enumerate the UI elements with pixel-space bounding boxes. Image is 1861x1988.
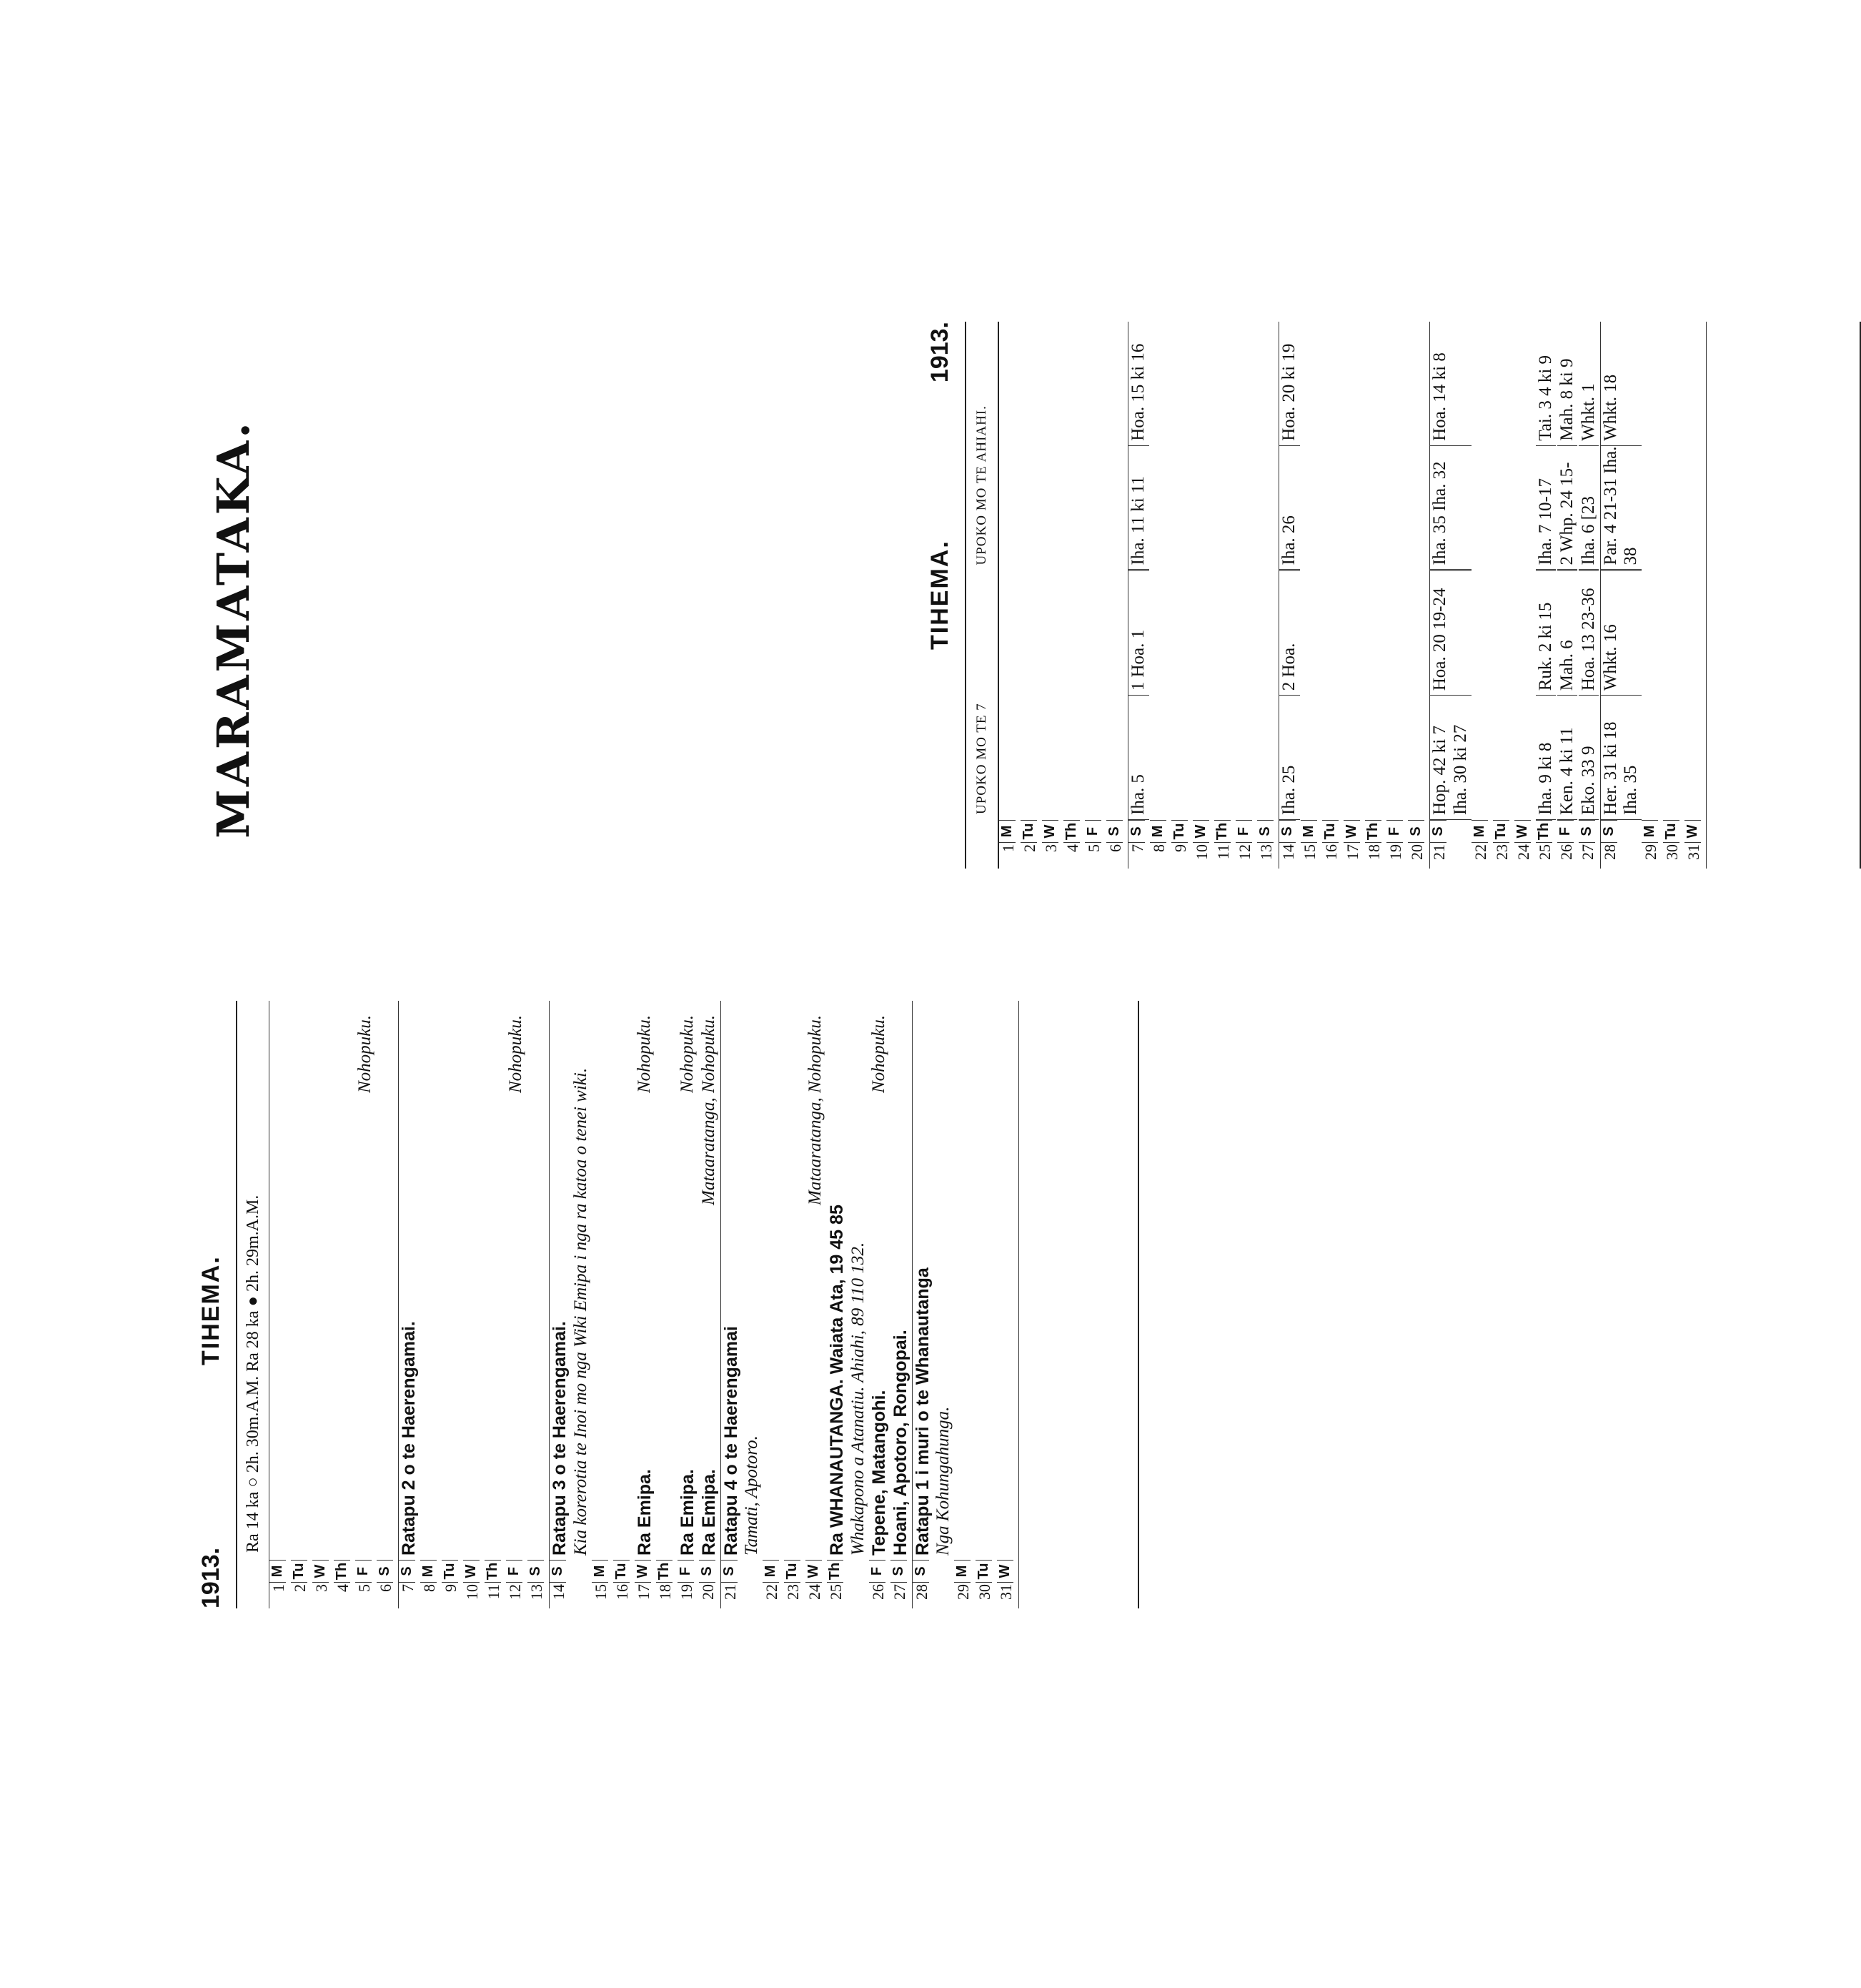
lesson-row xyxy=(1063,322,1085,869)
weekday-letter: Th xyxy=(827,1560,843,1583)
lesson-evening-2: Whkt. 18 xyxy=(1601,322,1642,446)
day-number: 8 xyxy=(420,1584,438,1592)
lesson-row xyxy=(1579,322,1600,869)
column-header xyxy=(966,322,999,869)
lesson-evening-1: Iha. 26 xyxy=(1279,446,1300,572)
weekday-letter: F xyxy=(1085,820,1101,843)
lesson-evening-1: Iha. 11 ki 11 xyxy=(1128,446,1149,572)
day-number: 7 xyxy=(1128,844,1146,852)
year-label: 1913. xyxy=(197,1547,224,1608)
calendar-row xyxy=(377,1001,398,1608)
day-number: 22 xyxy=(763,1584,780,1600)
day-number: 20 xyxy=(698,1584,717,1600)
lesson-morning-2: Hoa. 13 23-36 xyxy=(1579,572,1599,696)
weekday-letter: W xyxy=(312,1560,329,1583)
weekday-letter: Th xyxy=(1536,820,1552,843)
lesson-row xyxy=(1322,322,1344,869)
calendar-row xyxy=(291,1001,312,1608)
weekday-letter: S xyxy=(1601,820,1617,843)
day-number: 23 xyxy=(1492,844,1511,860)
day-number: 29 xyxy=(954,1584,972,1600)
lesson-row xyxy=(1257,322,1279,869)
weekday-letter: S xyxy=(377,1560,393,1583)
day-entry xyxy=(827,1001,869,1560)
week-block xyxy=(269,1001,399,1608)
weekday-letter: M xyxy=(420,1560,437,1583)
day-number: 15 xyxy=(1301,844,1319,860)
day-number: 24 xyxy=(805,1584,823,1600)
day-note: Nohopuku. xyxy=(868,1015,888,1094)
day-number: 15 xyxy=(591,1584,610,1600)
lesson-evening-1: Iha. 7 10-17 xyxy=(1536,446,1557,572)
weekday-letter: Tu xyxy=(442,1560,458,1583)
weekday-letter: Tu xyxy=(976,1560,992,1583)
day-number: 14 xyxy=(550,1584,567,1600)
day-subtitle: Whakapono a Atanatiu. Ahiahi, 89 110 132. xyxy=(848,1242,868,1556)
weekday-letter: M xyxy=(1301,820,1317,843)
lesson-evening-1: 2 Whp. 24 15- xyxy=(1557,446,1578,572)
day-title: Tepene, Matangohi. xyxy=(868,1390,889,1556)
calendar-row xyxy=(699,1001,720,1608)
weekday-letter: Tu xyxy=(784,1560,800,1583)
day-number: 9 xyxy=(442,1584,460,1592)
day-number: 25 xyxy=(1535,844,1554,860)
week-block xyxy=(1430,322,1601,869)
day-number: 5 xyxy=(1085,844,1103,852)
lesson-row xyxy=(1214,322,1236,869)
day-number: 3 xyxy=(1042,844,1060,852)
calendar-table-left xyxy=(197,1001,1139,1608)
calendar-row xyxy=(613,1001,635,1608)
day-number: 13 xyxy=(527,1584,545,1600)
day-number: 24 xyxy=(1514,844,1532,860)
day-number: 18 xyxy=(655,1584,674,1600)
calendar-row xyxy=(592,1001,613,1608)
weekday-letter: W xyxy=(1684,820,1701,843)
day-subtitle: Nga Kohungahunga. xyxy=(933,1406,953,1556)
lesson-row xyxy=(1663,322,1684,869)
day-number: 27 xyxy=(890,1584,908,1600)
day-note: Nohopuku. xyxy=(677,1015,697,1094)
day-number: 11 xyxy=(1214,844,1232,860)
lesson-evening-2: Hoa. 15 ki 16 xyxy=(1128,322,1149,446)
day-number: 1 xyxy=(269,1584,287,1592)
weekday-letter: S xyxy=(1408,820,1424,843)
lesson-morning-2: 2 Hoa. xyxy=(1279,572,1300,696)
calendar-row xyxy=(527,1001,549,1608)
calendar-row xyxy=(485,1001,506,1608)
day-title: Ra Emipa. xyxy=(677,1469,698,1556)
day-number: 9 xyxy=(1171,844,1189,852)
lesson-morning-1: Ken. 4 ki 11 xyxy=(1557,696,1578,820)
lesson-row xyxy=(1279,322,1301,869)
calendar-row xyxy=(678,1001,699,1608)
calendar-row xyxy=(506,1001,527,1608)
calendar-row xyxy=(763,1001,784,1608)
calendar-row xyxy=(420,1001,442,1608)
lesson-morning-1: Iha. 5 xyxy=(1128,696,1149,820)
day-number: 5 xyxy=(355,1584,373,1592)
day-number: 4 xyxy=(1063,844,1081,852)
day-number: 6 xyxy=(377,1584,394,1592)
weekday-letter: M xyxy=(1642,820,1658,843)
head-evening: UPOKO MO TE AHIAHI. xyxy=(974,405,989,565)
day-number: 20 xyxy=(1408,844,1426,860)
day-number: 8 xyxy=(1150,844,1168,852)
weekday-letter: Tu xyxy=(1493,820,1509,843)
weekday-letter: F xyxy=(506,1560,522,1583)
weekday-letter: M xyxy=(592,1560,608,1583)
calendar-row xyxy=(334,1001,355,1608)
calendar-row xyxy=(312,1001,334,1608)
day-note: Mataaratanga, Nohopuku. xyxy=(805,1015,825,1205)
day-number: 27 xyxy=(1578,844,1597,860)
calendar-row xyxy=(442,1001,463,1608)
lesson-row xyxy=(1085,322,1106,869)
calendar-row xyxy=(827,1001,869,1608)
day-entry xyxy=(699,1001,720,1560)
day-number: 12 xyxy=(1236,844,1254,860)
day-entry xyxy=(678,1001,699,1560)
weekday-letter: F xyxy=(869,1560,885,1583)
lesson-morning-1: Iha. 9 ki 8 xyxy=(1536,696,1557,820)
weekday-letter: M xyxy=(1472,820,1488,843)
lesson-row xyxy=(1193,322,1214,869)
lesson-cells xyxy=(1557,322,1578,820)
day-number: 28 xyxy=(912,1584,930,1600)
lesson-cells xyxy=(1430,322,1472,820)
weekday-letter: S xyxy=(1106,820,1123,843)
lesson-row xyxy=(1021,322,1042,869)
weekday-letter: Th xyxy=(334,1560,350,1583)
day-subtitle: Tamati, Apotoro. xyxy=(742,1435,762,1556)
weekday-letter: S xyxy=(1279,820,1296,843)
weekday-letter: Tu xyxy=(1322,820,1339,843)
lesson-morning-1: Her. 31 ki 18 Iha. 35 xyxy=(1601,696,1642,820)
weekday-letter: Tu xyxy=(291,1560,307,1583)
month-label-right: TIHEMA. xyxy=(926,540,953,650)
week-block xyxy=(999,322,1128,869)
weekday-letter: Tu xyxy=(1663,820,1679,843)
day-title: Hoani, Apotoro, Rongopai. xyxy=(890,1330,910,1556)
left-rows xyxy=(269,1001,1019,1608)
weekday-letter: S xyxy=(1430,820,1446,843)
weekday-letter: S xyxy=(699,1560,715,1583)
lesson-evening-2: Hoa. 20 ki 19 xyxy=(1279,322,1300,446)
calendar-row xyxy=(656,1001,678,1608)
weekday-letter: S xyxy=(890,1560,907,1583)
lesson-row xyxy=(1557,322,1579,869)
weekday-letter: Tu xyxy=(1171,820,1188,843)
lesson-evening-1: Iha. 35 Iha. 32 xyxy=(1430,446,1472,572)
day-number: 3 xyxy=(312,1584,330,1592)
day-note: Mataaratanga, Nohopuku. xyxy=(698,1015,718,1205)
day-title: Ratapu 3 o te Haerengamai. xyxy=(550,1321,570,1556)
weekday-letter: S xyxy=(550,1560,566,1583)
weekday-letter: Th xyxy=(1214,820,1231,843)
calendar-row xyxy=(721,1001,763,1608)
weekday-letter: M xyxy=(1150,820,1166,843)
calendar-table-right xyxy=(926,322,1861,869)
calendar-row xyxy=(913,1001,955,1608)
weekday-letter: M xyxy=(763,1560,779,1583)
year-label-right: 1913. xyxy=(926,322,953,383)
day-entry xyxy=(635,1001,656,1560)
lesson-row xyxy=(1514,322,1536,869)
lesson-morning-2: Ruk. 2 ki 15 xyxy=(1536,572,1557,696)
calendar-row xyxy=(550,1001,592,1608)
weekday-letter: W xyxy=(635,1560,651,1583)
lesson-morning-1: Hop. 42 ki 7 Iha. 30 ki 27 xyxy=(1430,696,1472,820)
day-number: 30 xyxy=(1663,844,1681,860)
week-block xyxy=(721,1001,913,1608)
weekday-letter: W xyxy=(463,1560,480,1583)
day-number: 19 xyxy=(1386,844,1404,860)
lesson-evening-1: Iha. 6 [23 xyxy=(1579,446,1599,572)
moon-phases: Ra 14 ka ○ 2h. 30m.A.M. Ra 28 ka ● 2h. 29m.A.M. xyxy=(237,1001,269,1608)
week-block xyxy=(550,1001,721,1608)
day-number: 18 xyxy=(1365,844,1383,860)
lesson-evening-2: Whkt. 1 xyxy=(1579,322,1599,446)
week-block xyxy=(399,1001,550,1608)
lesson-evening-2: Hoa. 14 ki 8 xyxy=(1430,322,1472,446)
lesson-row xyxy=(1493,322,1514,869)
lesson-row xyxy=(1408,322,1429,869)
lesson-row xyxy=(1601,322,1642,869)
weekday-letter: S xyxy=(721,1560,738,1583)
weekday-letter: Tu xyxy=(1021,820,1037,843)
day-number: 19 xyxy=(677,1584,695,1600)
day-title: Ra Emipa. xyxy=(698,1469,719,1556)
lesson-row xyxy=(999,322,1021,869)
day-entry xyxy=(913,1001,955,1560)
day-number: 22 xyxy=(1471,844,1489,860)
calendar-row xyxy=(805,1001,827,1608)
lesson-row xyxy=(1536,322,1557,869)
weekday-letter: M xyxy=(954,1560,971,1583)
week-block xyxy=(1279,322,1430,869)
day-entry xyxy=(355,1001,376,1560)
weekday-letter: W xyxy=(1344,820,1360,843)
day-entry xyxy=(506,1001,527,1560)
weekday-letter: F xyxy=(1557,820,1574,843)
calendar-row xyxy=(869,1001,890,1608)
day-number: 21 xyxy=(1430,844,1448,860)
calendar-row xyxy=(463,1001,485,1608)
day-title: Ratapu 2 o te Haerengamai. xyxy=(399,1321,419,1556)
day-number: 2 xyxy=(1021,844,1038,852)
day-entry xyxy=(550,1001,592,1560)
day-number: 26 xyxy=(868,1584,887,1600)
day-number: 30 xyxy=(976,1584,993,1600)
day-number: 29 xyxy=(1642,844,1659,860)
day-number: 31 xyxy=(997,1584,1015,1600)
weekday-letter: M xyxy=(269,1560,286,1583)
lesson-morning-2: Mah. 6 xyxy=(1557,572,1578,696)
day-number: 14 xyxy=(1279,844,1297,860)
lesson-row xyxy=(1150,322,1171,869)
right-header xyxy=(919,322,962,869)
day-note: Nohopuku. xyxy=(355,1015,374,1094)
day-title: Ra WHANAUTANGA. Waiata Ata, 19 45 85 xyxy=(827,1205,847,1556)
calendar-row xyxy=(269,1001,291,1608)
weekday-letter: S xyxy=(399,1560,415,1583)
lesson-row xyxy=(1128,322,1150,869)
weekday-letter: W xyxy=(1514,820,1531,843)
weekday-letter: Th xyxy=(656,1560,673,1583)
lesson-evening-2: Tai. 3 4 ki 9 xyxy=(1536,322,1557,446)
day-entry xyxy=(721,1001,763,1560)
lesson-evening-1: Par. 4 21-31 Iha. 38 xyxy=(1601,446,1642,572)
lesson-row xyxy=(1472,322,1493,869)
lesson-evening-2: Mah. 8 ki 9 xyxy=(1557,322,1578,446)
lesson-morning-2: Whkt. 16 xyxy=(1601,572,1642,696)
calendar-row xyxy=(784,1001,805,1608)
lesson-cells xyxy=(1128,322,1149,820)
day-entry xyxy=(890,1001,912,1560)
day-number: 13 xyxy=(1257,844,1275,860)
day-number: 26 xyxy=(1557,844,1575,860)
weekday-letter: F xyxy=(1236,820,1252,843)
day-number: 16 xyxy=(1322,844,1340,860)
day-title: Ratapu 1 i muri o te Whanautanga xyxy=(912,1267,933,1556)
lesson-row xyxy=(1236,322,1257,869)
lesson-row xyxy=(1042,322,1063,869)
calendar-row xyxy=(355,1001,377,1608)
lesson-row xyxy=(1642,322,1663,869)
day-number: 7 xyxy=(399,1584,417,1592)
day-entry xyxy=(805,1001,826,1560)
weekday-letter: Th xyxy=(1365,820,1381,843)
lesson-cells xyxy=(1536,322,1557,820)
day-number: 23 xyxy=(784,1584,802,1600)
weekday-letter: S xyxy=(527,1560,544,1583)
day-number: 4 xyxy=(334,1584,352,1592)
day-number: 31 xyxy=(1684,844,1702,860)
lesson-cells xyxy=(1579,322,1599,820)
weekday-letter: F xyxy=(1386,820,1403,843)
day-number: 17 xyxy=(1344,844,1361,860)
page-title: MARAMATAKA. xyxy=(207,420,259,839)
calendar-row xyxy=(976,1001,997,1608)
weekday-letter: Th xyxy=(1063,820,1080,843)
calendar-row xyxy=(997,1001,1018,1608)
day-number: 12 xyxy=(506,1584,524,1600)
day-subtitle: Kia korerotia te Inoi mo nga Wiki Emipa i nga ra katoa o tenei wiki. xyxy=(570,1067,590,1556)
day-number: 10 xyxy=(463,1584,481,1600)
day-number: 28 xyxy=(1600,844,1619,860)
week-block xyxy=(1128,322,1279,869)
calendar-row xyxy=(635,1001,656,1608)
day-number: 1 xyxy=(999,844,1017,852)
lesson-row xyxy=(1171,322,1193,869)
weekday-letter: Tu xyxy=(613,1560,630,1583)
weekday-letter: W xyxy=(1042,820,1058,843)
weekday-letter: S xyxy=(1128,820,1145,843)
week-block xyxy=(913,1001,1020,1608)
right-rows xyxy=(999,322,1707,869)
lesson-row xyxy=(1106,322,1128,869)
weekday-letter: S xyxy=(913,1560,929,1583)
lesson-morning-1: Eko. 33 9 xyxy=(1579,696,1599,820)
week-block xyxy=(1601,322,1707,869)
day-title: Ra Emipa. xyxy=(634,1469,655,1556)
calendar-row xyxy=(954,1001,976,1608)
calendar-row xyxy=(890,1001,912,1608)
lesson-cells xyxy=(1279,322,1300,820)
lesson-row xyxy=(1365,322,1386,869)
lesson-morning-2: Hoa. 20 19-24 xyxy=(1430,572,1472,696)
day-entry xyxy=(869,1001,890,1560)
lesson-morning-2: 1 Hoa. 1 xyxy=(1128,572,1149,696)
weekday-letter: W xyxy=(997,1560,1013,1583)
lesson-row xyxy=(1386,322,1408,869)
lesson-morning-1: Iha. 25 xyxy=(1279,696,1300,820)
day-number: 17 xyxy=(634,1584,652,1600)
weekday-letter: Th xyxy=(485,1560,501,1583)
day-number: 21 xyxy=(720,1584,739,1600)
weekday-letter: S xyxy=(1579,820,1595,843)
day-number: 2 xyxy=(291,1584,309,1592)
head-morning: UPOKO MO TE 7 xyxy=(974,703,989,814)
lesson-cells xyxy=(1601,322,1642,820)
weekday-letter: F xyxy=(355,1560,372,1583)
day-note: Nohopuku. xyxy=(634,1015,654,1094)
lesson-row xyxy=(1301,322,1322,869)
day-number: 11 xyxy=(485,1584,502,1600)
left-header xyxy=(190,1001,233,1608)
day-number: 25 xyxy=(827,1584,845,1600)
day-note: Nohopuku. xyxy=(506,1015,525,1094)
calendar-row xyxy=(399,1001,420,1608)
day-title: Ratapu 4 o te Haerengamai xyxy=(720,1326,741,1556)
month-label: TIHEMA. xyxy=(197,1255,224,1365)
lesson-row xyxy=(1684,322,1706,869)
weekday-letter: W xyxy=(1193,820,1209,843)
weekday-letter: W xyxy=(805,1560,822,1583)
day-entry xyxy=(399,1001,420,1560)
lesson-row xyxy=(1344,322,1365,869)
day-number: 10 xyxy=(1193,844,1211,860)
lesson-row xyxy=(1430,322,1472,869)
weekday-letter: F xyxy=(678,1560,694,1583)
day-number: 16 xyxy=(612,1584,631,1600)
weekday-letter: S xyxy=(1257,820,1274,843)
weekday-letter: M xyxy=(999,820,1016,843)
day-number: 6 xyxy=(1106,844,1124,852)
